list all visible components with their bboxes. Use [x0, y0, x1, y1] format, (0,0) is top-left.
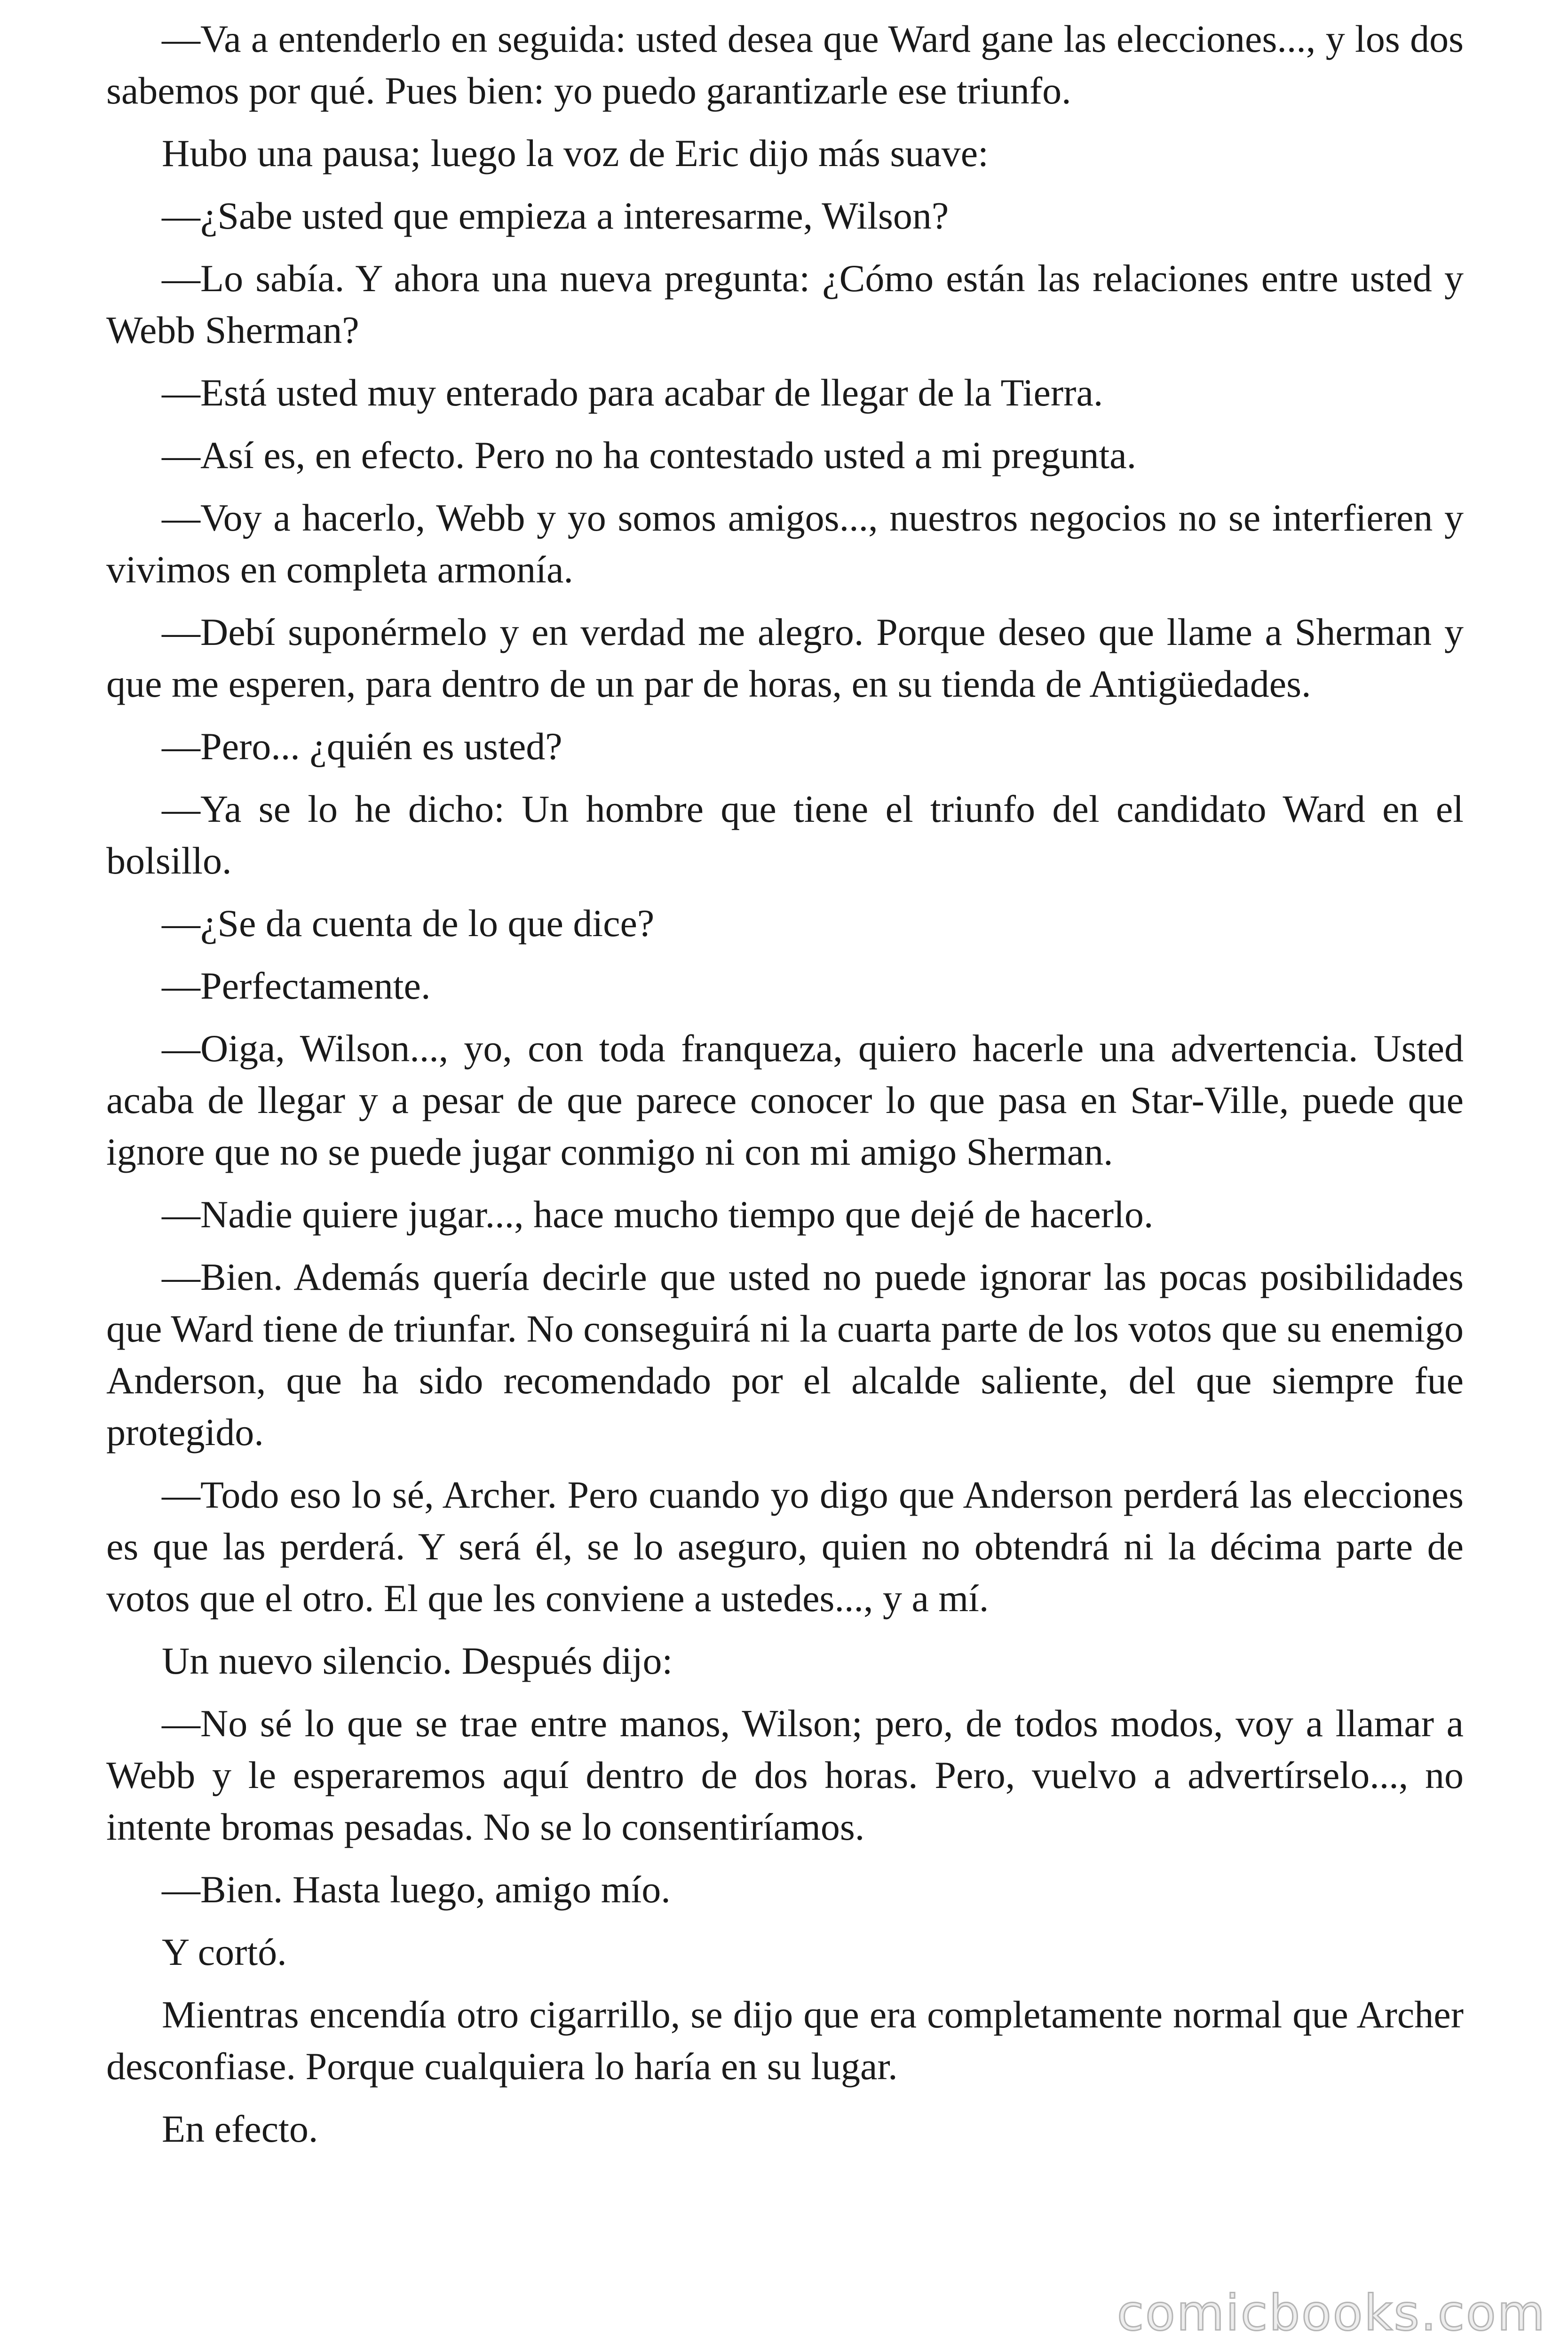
- paragraph: —No sé lo que se trae entre manos, Wilson; pero, de todos modos, voy a llamar a Webb y le esperaremos aquí dentro de dos horas. Pero, vuelvo a advertírselo..., no intente bromas pesadas. No se lo consentiríamos.: [106, 1702, 1464, 1848]
- paragraph: —Perfectamente.: [162, 964, 431, 1007]
- paragraph: —Oiga, Wilson..., yo, con toda franqueza, quiero hacerle una advertencia. Usted acaba de llegar y a pesar de que parece conocer lo que pasa en Star-Ville, puede que ignore que no se puede jugar conmigo ni con mi amigo Sherman.: [106, 1027, 1464, 1173]
- book-page-text: [106, 13, 1464, 2166]
- paragraph: —Pero... ¿quién es usted?: [162, 725, 562, 768]
- paragraph: Hubo una pausa; luego la voz de Eric dijo más suave:: [162, 132, 989, 175]
- paragraph: —¿Sabe usted que empieza a interesarme, Wilson?: [162, 194, 949, 237]
- paragraph: —Nadie quiere jugar..., hace mucho tiempo que dejé de hacerlo.: [162, 1193, 1154, 1236]
- paragraph: En efecto.: [162, 2107, 318, 2150]
- paragraph: —Voy a hacerlo, Webb y yo somos amigos..., nuestros negocios no se interfieren y vivimos en completa armonía.: [106, 496, 1464, 591]
- paragraph: —Va a entenderlo en seguida: usted desea que Ward gane las elecciones..., y los dos sabemos por qué. Pues bien: yo puedo garantizarle ese triunfo.: [106, 17, 1464, 112]
- paragraph: —Ya se lo he dicho: Un hombre que tiene el triunfo del candidato Ward en el bolsillo.: [106, 787, 1464, 882]
- paragraph: —Bien. Hasta luego, amigo mío.: [162, 1868, 671, 1911]
- paragraph: Y cortó.: [162, 1931, 287, 1973]
- paragraph: Un nuevo silencio. Después dijo:: [162, 1639, 673, 1682]
- watermark: comicbooks.com: [1117, 2284, 1546, 2342]
- paragraph: —Así es, en efecto. Pero no ha contestado usted a mi pregunta.: [162, 434, 1137, 477]
- paragraph: —Bien. Además quería decirle que usted no puede ignorar las pocas posibilidades que Ward tiene de triunfar. No conseguirá ni la cuarta parte de los votos que su enemigo Anderson, que ha sido recomendado por el alcalde saliente, del que siempre fue protegido.: [106, 1255, 1464, 1454]
- paragraph: —Todo eso lo sé, Archer. Pero cuando yo digo que Anderson perderá las elecciones es que las perderá. Y será él, se lo aseguro, quien no obtendrá ni la décima parte de votos que el otro. El que les conviene a ustedes..., y a mí.: [106, 1473, 1464, 1620]
- paragraph: —Está usted muy enterado para acabar de llegar de la Tierra.: [162, 371, 1103, 414]
- paragraph: Mientras encendía otro cigarrillo, se dijo que era completamente normal que Archer desconfiase. Porque cualquiera lo haría en su lugar.: [106, 1993, 1464, 2088]
- paragraph: —Debí suponérmelo y en verdad me alegro. Porque deseo que llame a Sherman y que me esperen, para dentro de un par de horas, en su tienda de Antigüedades.: [106, 611, 1464, 705]
- paragraph: —Lo sabía. Y ahora una nueva pregunta: ¿Cómo están las relaciones entre usted y Webb Sherman?: [106, 257, 1464, 351]
- paragraph: —¿Se da cuenta de lo que dice?: [162, 902, 655, 945]
